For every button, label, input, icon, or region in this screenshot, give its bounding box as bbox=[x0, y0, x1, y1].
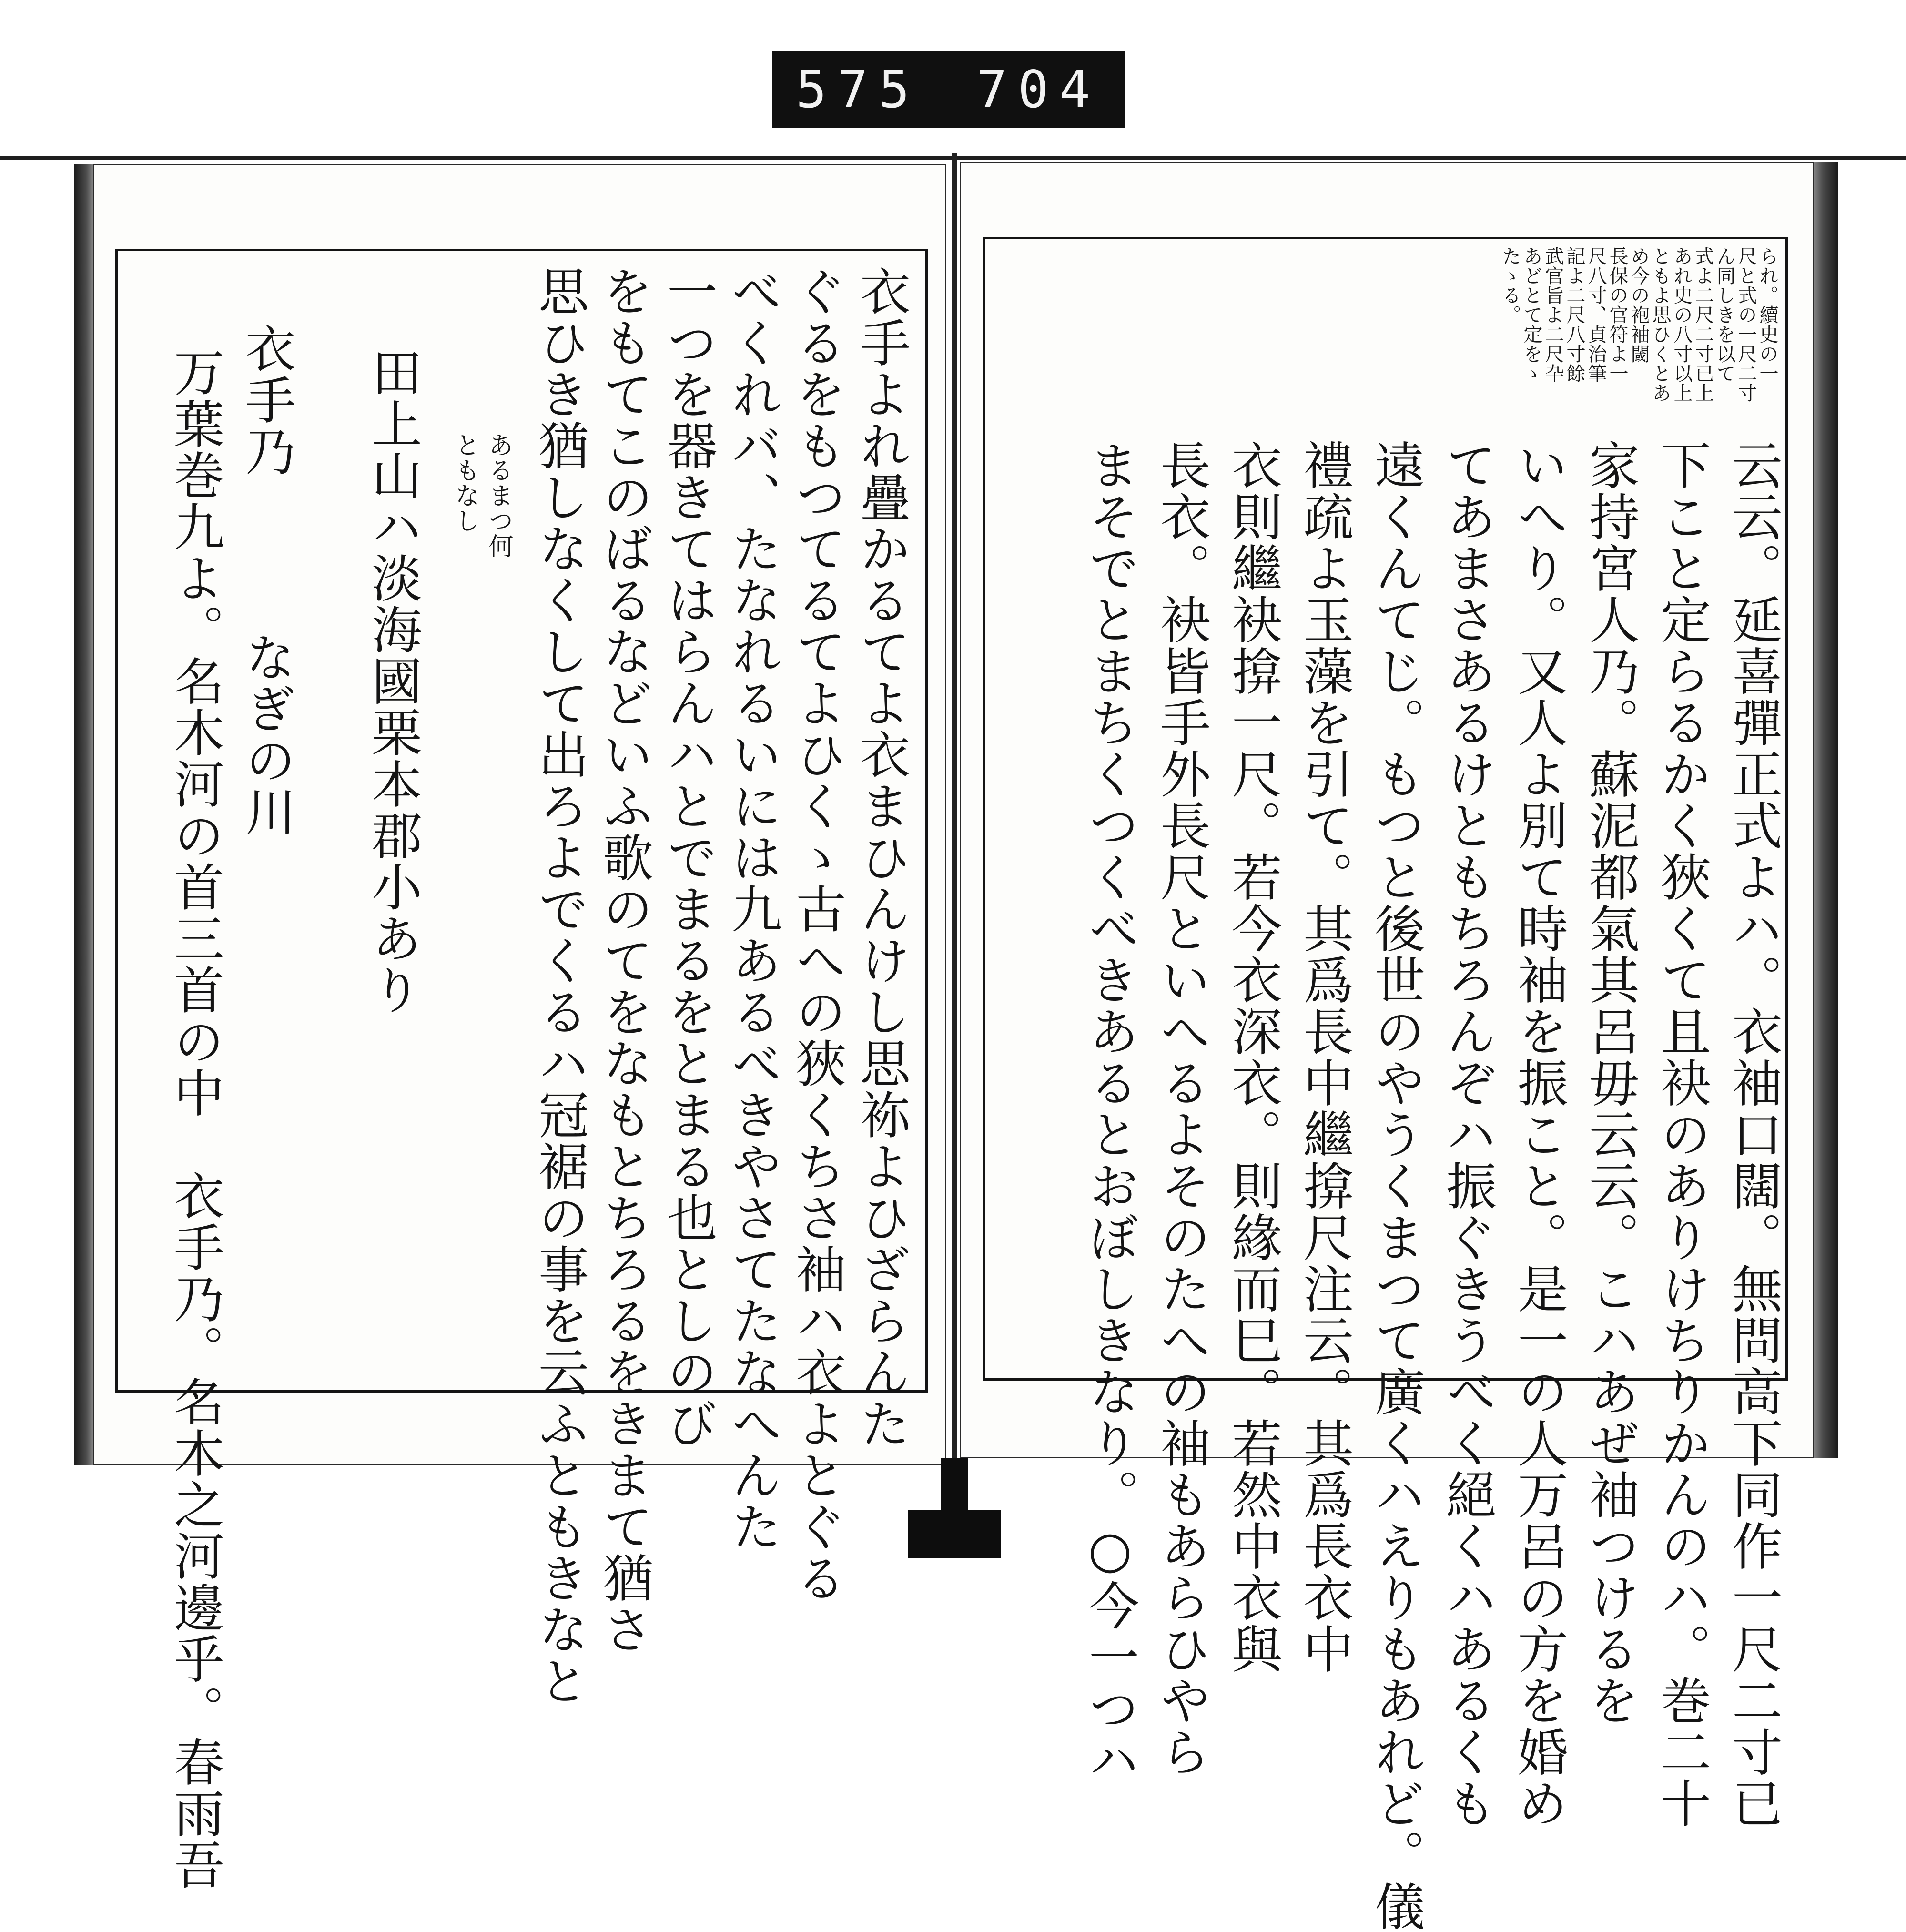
right-column-10: まそでとまちくつくべきあるとおぼしきなり。○今一つハ bbox=[1081, 439, 1139, 1786]
right-column-1: 云云。延喜彈正式よハ。衣袖口闊。無問高下同作一尺二寸已 bbox=[1724, 439, 1783, 1829]
right-page-edge bbox=[1813, 162, 1838, 1458]
right-column-6: 遠くんてじ。もつと後世のやうくまつて廣くハえりもあれど。儀 bbox=[1367, 439, 1425, 1932]
frame-number-plate bbox=[772, 51, 1125, 128]
right-note-3: ん同しきを以て bbox=[1713, 246, 1735, 383]
right-column-2: 下こと定らるかく狹くて且袂のありけちりかんのハ。巻二十 bbox=[1653, 439, 1711, 1829]
right-note-13: たゝる。 bbox=[1499, 246, 1521, 325]
frame-number-left: 575 bbox=[796, 60, 921, 120]
left-column-3: べくれバ、たなれるいには九あるべきやさてたなへんた bbox=[723, 265, 782, 1552]
left-column-11: 万葉巻九よ。名木河の首三首の中 衣手乃。名木之河邊乎。春雨吾 bbox=[166, 346, 224, 1891]
left-column-10: 衣手乃 なぎの川 bbox=[237, 323, 296, 837]
left-column-7: あるまつ何 bbox=[484, 432, 513, 559]
left-column-6: 思ひき猶しなくして出ろよでくるハ冠裾の事を云ふともきなと bbox=[530, 265, 589, 1707]
stand-base bbox=[908, 1510, 1001, 1558]
left-page-edge bbox=[74, 164, 94, 1465]
right-note-2: 尺と式の一尺二寸 bbox=[1735, 246, 1757, 403]
right-note-8: 長保の官符よ一 bbox=[1606, 246, 1628, 383]
left-text-frame bbox=[115, 249, 928, 1891]
right-column-9: 長衣。袂皆手外長尺といへるよそのたへの袖もあらひやら bbox=[1152, 439, 1211, 1778]
left-column-8: ともなし bbox=[451, 432, 479, 533]
left-page bbox=[93, 164, 946, 1891]
right-note-6: ともよ思ひくとあ bbox=[1649, 246, 1671, 403]
left-column-1: 衣手よれ疊かるてよ衣まひんけし思袮よひざらんた bbox=[852, 265, 911, 1449]
right-note-9: 尺八寸、貞治筆 bbox=[1585, 246, 1607, 383]
right-note-5: あれ史の八寸以上 bbox=[1671, 246, 1693, 403]
right-note-4: 式よ二尺二寸已上 bbox=[1692, 246, 1714, 403]
right-note-1: られ。續史の一 bbox=[1756, 246, 1778, 383]
right-column-5: てあまさあるけともちろんぞハ振ぐきうべく絕くハあるくも bbox=[1438, 439, 1497, 1829]
right-column-7: 禮疏よ玉藻を引て。其爲長中繼揜尺注云。其爲長衣中 bbox=[1295, 439, 1354, 1675]
right-note-11: 武官旨よ二尺卆 bbox=[1542, 246, 1564, 383]
book-spine-rod bbox=[952, 153, 957, 1482]
left-column-5: をもてこのばるなどいふ歌のてをなもとちろるをきまて猶さ bbox=[595, 265, 653, 1655]
right-column-8: 衣則繼袂揜一尺。若今衣深衣。則緣而巳。若然中衣與 bbox=[1224, 439, 1282, 1675]
right-note-10: 記よ二尺八寸餘 bbox=[1563, 246, 1585, 383]
left-column-4: 一つを器きてはらんハとでまるをとまる也としのび bbox=[659, 265, 718, 1449]
right-note-7: め今の袍袖閾 bbox=[1628, 246, 1650, 364]
right-page bbox=[960, 162, 1814, 1932]
right-text-frame bbox=[983, 237, 1788, 1932]
right-note-12: あどとて定をゝ bbox=[1521, 246, 1542, 383]
left-column-9: 田上山ハ淡海國栗本郡小あり bbox=[364, 346, 422, 1016]
right-column-4: いへり。又人よ別て時袖を振こと。是一の人万呂の方を婚め bbox=[1510, 439, 1568, 1829]
right-column-3: 家持宮人乃。蘇泥都氣其呂毋云云。こハあぜ袖つけるを bbox=[1581, 439, 1640, 1726]
left-column-2: ぐるをもつてるてよひくゝ古への狹くちさ袖ハ衣よとぐる bbox=[788, 265, 846, 1604]
frame-number-right: 704 bbox=[976, 60, 1101, 120]
